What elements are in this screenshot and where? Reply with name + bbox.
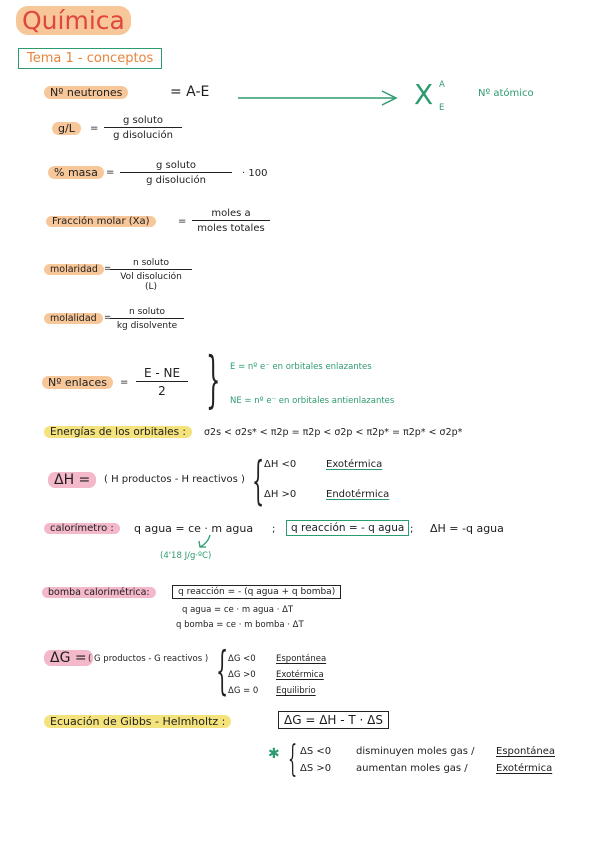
entalpia-res2: Endotérmica: [326, 489, 390, 500]
masa-eq: =: [106, 167, 115, 178]
gibbs-g-brace: {: [216, 640, 229, 701]
fraccion-eq: =: [178, 216, 187, 227]
entalpia-case2: ΔH >0: [264, 489, 297, 500]
enlaces-brace: }: [206, 344, 221, 415]
enlaces-num: E - NE: [143, 366, 181, 380]
masa-num: g soluto: [155, 160, 196, 171]
gibbs-h-res2: Exotérmica: [496, 763, 553, 774]
energias-label: Energías de los orbitales :: [44, 426, 192, 438]
gibbs-h-desc1: disminuyen moles gas /: [356, 746, 475, 757]
arrow-down-icon: [196, 533, 216, 551]
gibbs-g-rhs: ( G productos - G reactivos ): [88, 654, 209, 664]
gibbs-h-brace: {: [288, 738, 298, 780]
entalpia-res1: Exotérmica: [326, 459, 383, 470]
enlaces-ne-def: NE = nº e⁻ en orbitales antienlazantes: [230, 396, 395, 406]
calorimetro-dh: ΔH = -q agua: [430, 522, 504, 535]
gl-num: g soluto: [122, 115, 163, 126]
fraccion-num: moles a: [211, 208, 251, 219]
gl-den: g disolución: [104, 127, 182, 141]
gibbs-h-label: Ecuación de Gibbs - Helmholtz :: [44, 715, 231, 728]
bomba-label: bomba calorimétrica:: [42, 587, 156, 598]
atomic-number-note: Nº atómico: [478, 88, 534, 99]
gibbs-g-res3: Equilibrio: [276, 686, 316, 696]
gibbs-h-desc2: aumentan moles gas /: [356, 763, 468, 774]
enlaces-label: Nº enlaces: [42, 376, 113, 389]
fraccion-fraction: [192, 208, 270, 234]
page-title: Química: [16, 6, 131, 35]
calorimetro-boxed: q reacción = - q agua: [286, 520, 409, 536]
gibbs-g-case2: ΔG >0: [228, 670, 256, 680]
bomba-line2: q bomba = ce · m bomba · ΔT: [176, 620, 304, 630]
masa-tail: · 100: [242, 168, 268, 179]
fraccion-den: moles totales: [192, 220, 270, 234]
calorimetro-eq: q agua = ce · m agua: [134, 522, 254, 535]
gl-label: g/L: [52, 122, 81, 135]
molalidad-num: n soluto: [129, 307, 165, 317]
star-icon: ✱: [268, 746, 280, 762]
nuclide-z: E: [439, 103, 445, 113]
bomba-line1: q agua = ce · m agua · ΔT: [182, 605, 294, 615]
neutrones-label: Nº neutrones: [44, 86, 128, 99]
masa-fraction: [120, 160, 232, 186]
gl-fraction: [104, 115, 182, 141]
enlaces-eq: =: [120, 377, 129, 388]
gibbs-g-case3: ΔG = 0: [228, 686, 259, 696]
gibbs-g-case1: ΔG <0: [228, 654, 256, 664]
arrow-icon: [236, 90, 400, 106]
molaridad-fraction: [110, 258, 192, 292]
gibbs-h-boxed: ΔG = ΔH - T · ΔS: [278, 711, 389, 729]
gibbs-h-case1: ΔS <0: [300, 746, 332, 757]
energias-order: σ2s < σ2s* < π2p = π2p < σ2p < π2p* = π2p* < σ2p*: [204, 427, 463, 438]
molalidad-den: kg disolvente: [110, 318, 184, 331]
gibbs-g-lhs: ΔG =: [44, 650, 93, 666]
entalpia-brace: {: [252, 450, 265, 511]
gl-eq: =: [90, 123, 99, 134]
masa-den: g disolución: [120, 172, 232, 186]
entalpia-lhs: ΔH =: [48, 472, 96, 488]
gibbs-g-res2: Exotérmica: [276, 670, 324, 680]
enlaces-den: 2: [136, 381, 188, 398]
gibbs-h-res1: Espontánea: [496, 746, 555, 757]
gibbs-g-res1: Espontánea: [276, 654, 327, 664]
molaridad-eq: =: [104, 264, 112, 274]
molaridad-label: molaridad: [44, 264, 104, 275]
enlaces-fraction: [136, 366, 188, 398]
molaridad-den: Vol disolución (L): [110, 269, 192, 292]
calorimetro-sep1: ;: [272, 524, 276, 535]
nuclide-symbol: X: [414, 78, 434, 111]
masa-label: % masa: [48, 166, 104, 179]
entalpia-case1: ΔH <0: [264, 459, 297, 470]
molalidad-eq: =: [104, 313, 112, 323]
enlaces-e-def: E = nº e⁻ en orbitales enlazantes: [230, 362, 372, 372]
neutrones-eq: = A-E: [170, 84, 210, 100]
bomba-boxed: q reacción = - (q agua + q bomba): [172, 585, 341, 599]
calorimetro-ce: (4'18 J/g·ºC): [160, 551, 212, 561]
fraccion-label: Fracción molar (Xa): [46, 216, 156, 227]
gibbs-h-case2: ΔS >0: [300, 763, 332, 774]
molalidad-label: molalidad: [44, 313, 103, 324]
entalpia-rhs: ( H productos - H reactivos ): [104, 474, 245, 485]
calorimetro-label: calorímetro :: [44, 523, 120, 534]
molaridad-num: n soluto: [133, 258, 169, 268]
section-heading: Tema 1 - conceptos: [18, 48, 162, 69]
nuclide-mass: A: [439, 80, 445, 90]
molalidad-fraction: [110, 307, 184, 331]
calorimetro-sep2: ;: [410, 524, 414, 535]
